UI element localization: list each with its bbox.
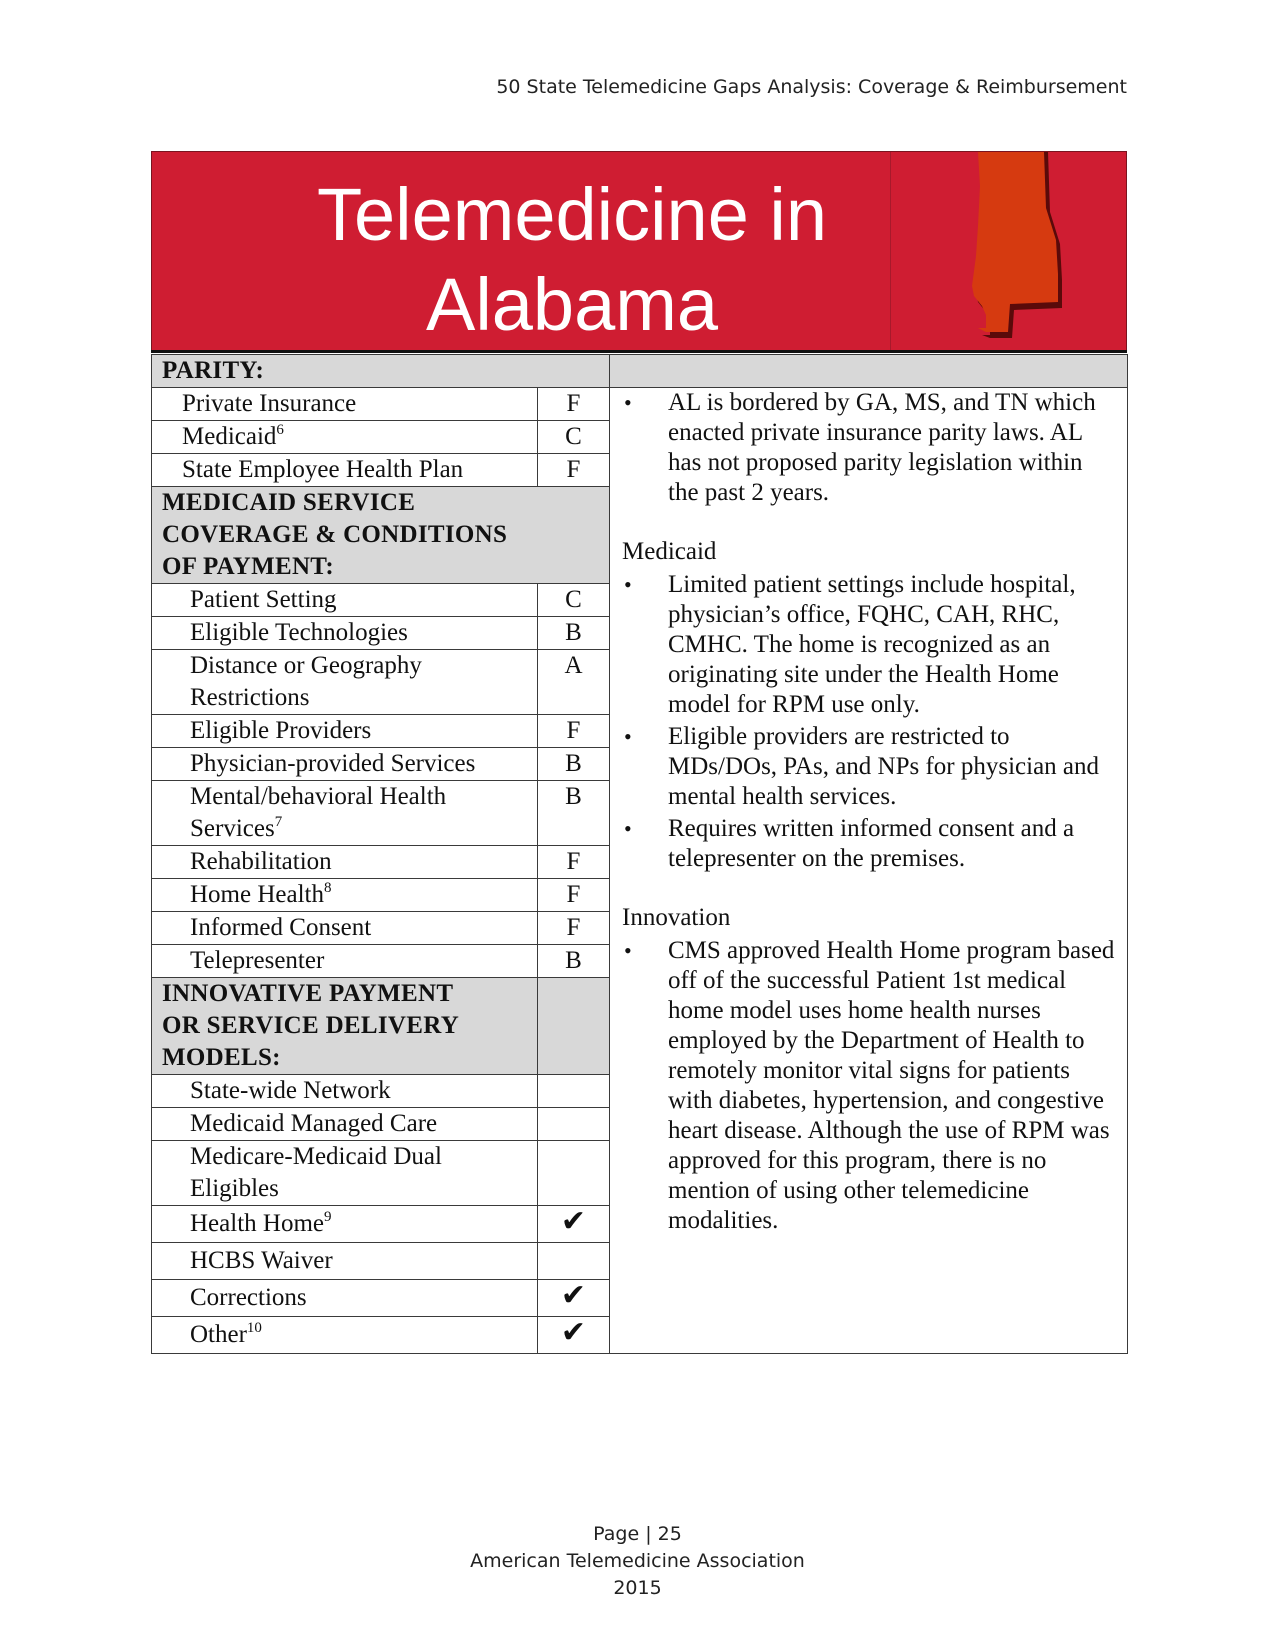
medicaid-notes (622, 570, 1119, 874)
model-label: Other$^{10}$ (152, 1317, 538, 1354)
parity-section-row (152, 355, 1128, 388)
list-item (622, 814, 1119, 874)
checkmark-icon: ✔ (538, 1206, 610, 1243)
grade-value: F (538, 879, 610, 912)
check-cell (538, 1243, 610, 1280)
footer-organization: American Telemedicine Association (470, 1550, 805, 1572)
running-header: 50 State Telemedicine Gaps Analysis: Coverage & Reimbursement (496, 76, 1127, 98)
innovation-notes-heading: Innovation (622, 904, 731, 931)
parity-label: Private Insurance (152, 388, 538, 421)
bullet-icon: • (624, 938, 632, 963)
check-cell (538, 1075, 610, 1108)
title-line-1: Telemedicine in (316, 173, 828, 256)
note-text: Eligible providers are restricted to MDs/DOs, PAs, and NPs for physician and mental health services. (668, 723, 1100, 810)
note-text: Limited patient settings include hospital, physician’s office, FQHC, CAH, RHC, CMHC. The home is recognized as an originating site under the Health Home model for RPM use only. (668, 571, 1076, 718)
grade-value: B (538, 617, 610, 650)
model-label: Health Home$^9$ (152, 1206, 538, 1243)
note-text: Requires written informed consent and a telepresenter on the premises. (668, 815, 1075, 872)
note-text: AL is bordered by GA, MS, and TN which enacted private insurance parity laws. AL has not proposed parity legislation within the past 2 years. (668, 389, 1096, 506)
model-label: HCBS Waiver (152, 1243, 538, 1280)
innovative-heading-blank (538, 978, 610, 1075)
grade-value: B (538, 945, 610, 978)
grade-value: F (538, 388, 610, 421)
check-cell (538, 1108, 610, 1141)
model-label: Medicaid Managed Care (152, 1108, 538, 1141)
telemedicine-grades-table (151, 354, 1128, 1354)
list-item (622, 936, 1119, 1236)
innovation-notes (622, 936, 1119, 1236)
medicaid-label: Patient Setting (152, 584, 538, 617)
title-line-2: Alabama (425, 263, 719, 346)
medicaid-label: Eligible Providers (152, 715, 538, 748)
grade-value: F (538, 715, 610, 748)
page-title (212, 170, 932, 350)
checkmark-icon: ✔ (538, 1317, 610, 1354)
grade-value: B (538, 781, 610, 846)
medicaid-label: Rehabilitation (152, 846, 538, 879)
bullet-icon: • (624, 572, 632, 597)
banner-rule (151, 350, 1127, 353)
medicaid-label: Distance or Geography Restrictions (152, 650, 538, 715)
medicaid-label: Informed Consent (152, 912, 538, 945)
grade-value: C (538, 421, 610, 454)
parity-label: Medicaid$^6$ (152, 421, 538, 454)
medicaid-label: Eligible Technologies (152, 617, 538, 650)
list-item (622, 570, 1119, 720)
grade-value: F (538, 454, 610, 487)
banner-divider (890, 152, 891, 350)
title-banner (151, 151, 1127, 351)
check-cell (538, 1141, 610, 1206)
parity-notes (622, 388, 1119, 508)
innovative-heading: INNOVATIVE PAYMENT OR SERVICE DELIVERY MODELS: (152, 978, 538, 1075)
notes-column (610, 388, 1128, 1354)
checkmark-icon: ✔ (538, 1280, 610, 1317)
table-row (152, 388, 1128, 421)
medicaid-notes-heading: Medicaid (622, 538, 717, 565)
grade-value: F (538, 912, 610, 945)
medicaid-label: Mental/behavioral Health Services$^7$ (152, 781, 538, 846)
model-label: Medicare-Medicaid Dual Eligibles (152, 1141, 538, 1206)
model-label: State-wide Network (152, 1075, 538, 1108)
grade-value: F (538, 846, 610, 879)
medicaid-heading: MEDICAID SERVICE COVERAGE & CONDITIONS OF PAYMENT: (152, 487, 610, 584)
model-label: Corrections (152, 1280, 538, 1317)
list-item (622, 388, 1119, 508)
footer-year: 2015 (613, 1577, 662, 1599)
list-item (622, 722, 1119, 812)
grade-value: B (538, 748, 610, 781)
medicaid-label: Home Health$^8$ (152, 879, 538, 912)
page-footer (0, 1521, 1275, 1602)
parity-label: State Employee Health Plan (152, 454, 538, 487)
alabama-map-icon (942, 152, 1082, 352)
bullet-icon: • (624, 390, 632, 415)
medicaid-label: Physician-provided Services (152, 748, 538, 781)
parity-heading: PARITY: (152, 355, 610, 388)
bullet-icon: • (624, 816, 632, 841)
page-number: Page | 25 (593, 1523, 682, 1545)
notes-heading-cell (610, 355, 1128, 388)
medicaid-label: Telepresenter (152, 945, 538, 978)
grade-value: A (538, 650, 610, 715)
bullet-icon: • (624, 724, 632, 749)
grade-value: C (538, 584, 610, 617)
note-text: CMS approved Health Home program based off of the successful Patient 1st medical home model uses home health nurses employed by the Department of Health to remotely monitor vital signs for patients with diabetes, hypertension, and congestive heart disease. Although the use of RPM was approved for this program, there is no mention of using other telemedicine modalities. (668, 937, 1115, 1234)
